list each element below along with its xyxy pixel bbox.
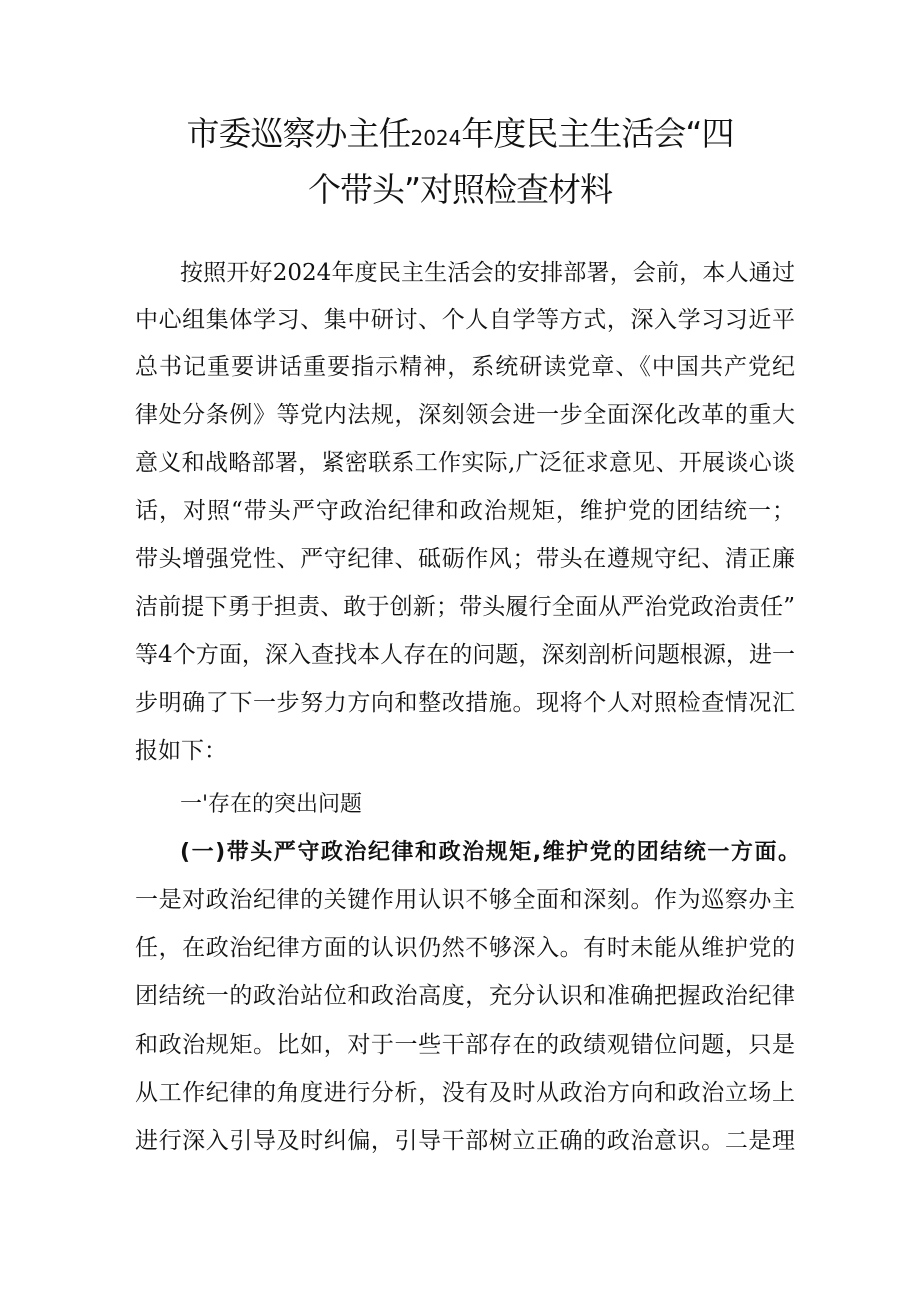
intro-paragraph-line: 中心组集体学习、集中研讨、个人自学等方式，深入学习习近平 [135,307,795,333]
intro-paragraph-line: 总书记重要讲话重要指示精神，系统研读党章、《中国共产党纪 [135,354,795,380]
document-title-line-1 [0,108,920,155]
intro-paragraph-line: 等4个方面，深入查找本人存在的问题，深刻剖析问题根源，进一 [135,642,795,668]
body-paragraph-line: 任，在政治纪律方面的认识仍然不够深入。有时未能从维护党的 [135,935,795,961]
body-paragraph-line: 和政治规矩。比如，对于一些干部存在的政绩观错位问题，只是 [135,1032,795,1058]
body-paragraph-line: 进行深入引导及时纠偏，引导干部树立正确的政治意识。二是理 [135,1128,795,1154]
title-text-part-2: 年度民主生活会“四 [461,114,734,153]
document-title-line-2: 个带头”对照检查材料 [307,170,613,209]
body-paragraph-line: 团结统一的政治站位和政治高度，充分认识和准确把握政治纪律 [135,983,795,1009]
intro-paragraph-line: 带头增强党性、严守纪律、砥砺作风；带头在遵规守纪、清正廉 [135,546,795,572]
body-paragraph-line: 从工作纪律的角度进行分析，没有及时从政治方向和政治立场上 [135,1080,795,1106]
intro-paragraph-line: 话，对照“带头严守政治纪律和政治规矩，维护党的团结统一； [135,498,795,524]
subsection-heading: (一)带头严守政治纪律和政治规矩,维护党的团结统一方面。 [180,840,800,865]
intro-paragraph-line: 洁前提下勇于担责、敢于创新；带头履行全面从严治党政治责任” [135,594,795,620]
title-year: 2024 [410,126,462,150]
title-text-part-1: 市委巡察办主任 [186,114,411,153]
intro-paragraph-line: 报如下： [135,738,227,764]
intro-paragraph-line: 按照开好2024年度民主生活会的安排部署，会前，本人通过 [180,260,795,286]
section-heading: 一'存在的突出问题 [180,792,363,817]
intro-paragraph-line: 律处分条例》等党内法规，深刻领会进一步全面深化改革的重大 [135,402,795,428]
body-paragraph-line: 一是对政治纪律的关键作用认识不够全面和深刻。作为巡察办主 [135,887,795,913]
intro-paragraph-line: 步明确了下一步努力方向和整改措施。现将个人对照检查情况汇 [135,690,795,716]
intro-paragraph-line: 意义和战略部署，紧密联系工作实际,广泛征求意见、开展谈心谈 [135,450,795,476]
